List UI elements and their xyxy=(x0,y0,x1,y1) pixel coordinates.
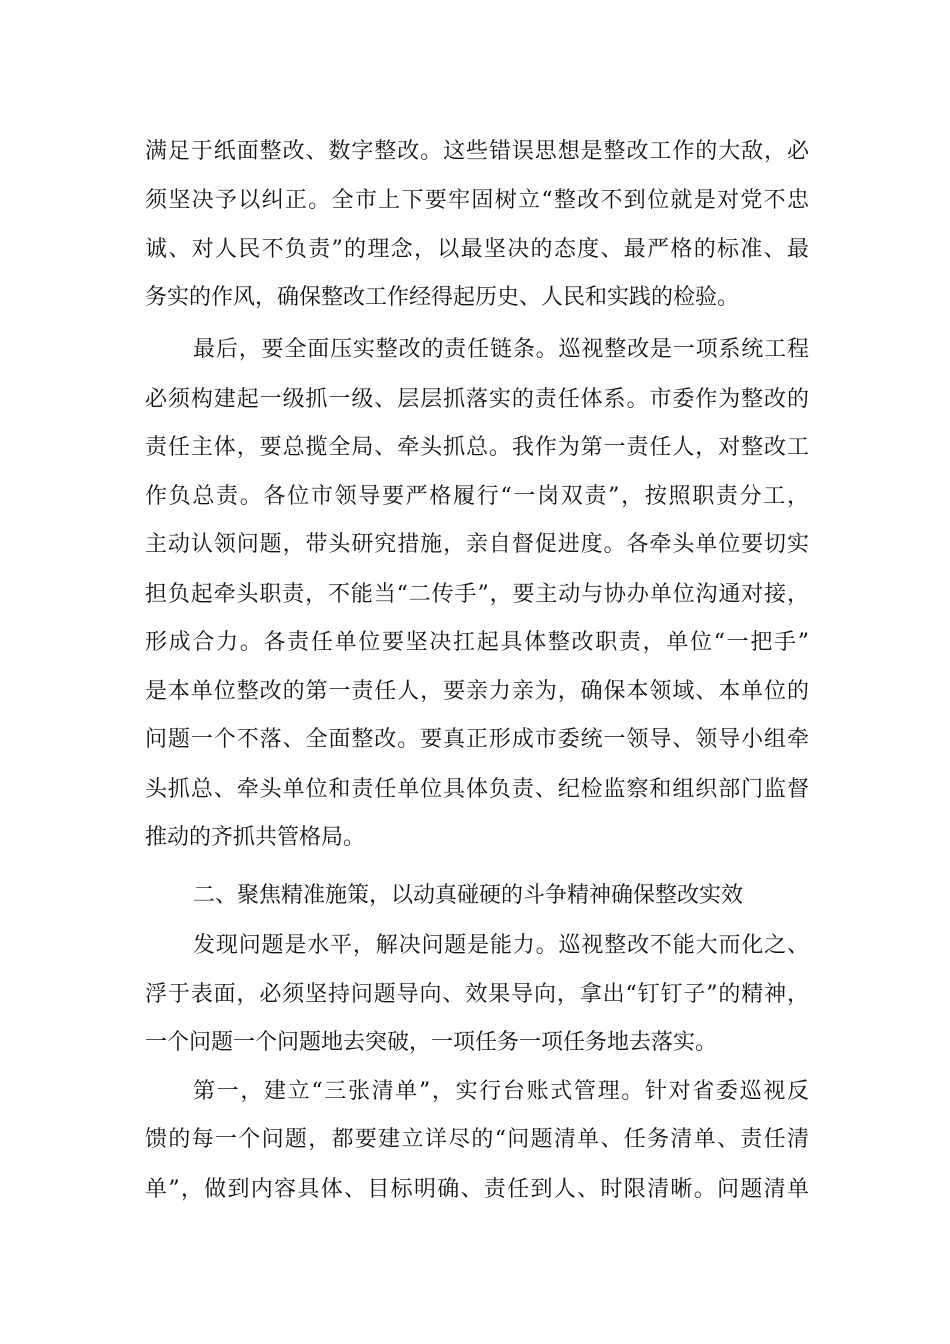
text-line: 问题一个不落、全面整改。要真正形成市委统一领导、领导小组牵 xyxy=(145,727,809,752)
text-line: 作负总责。各位市领导要严格履行“一岗双责”，按照职责分工， xyxy=(145,484,809,509)
text-line: 浮于表面，必须坚持问题导向、效果导向，拿出“钉钉子”的精神， xyxy=(145,982,809,1007)
paragraph-first-line: 二、聚焦精准施策，以动真碰硬的斗争精神确保整改实效 xyxy=(193,883,744,908)
text-line: 必须构建起一级抓一级、层层抓落实的责任体系。市委作为整改的 xyxy=(145,387,809,412)
text-line: 须坚决予以纠正。全市上下要牢固树立“整改不到位就是对党不忠 xyxy=(145,188,809,213)
text-line: 满足于纸面整改、数字整改。这些错误思想是整改工作的大敌，必 xyxy=(145,139,809,164)
text-line: 推动的齐抓共管格局。 xyxy=(145,825,366,850)
text-line: 务实的作风，确保整改工作经得起历史、人民和实践的检验。 xyxy=(145,285,740,310)
text-line: 单”，做到内容具体、目标明确、责任到人、时限清晰。问题清单 xyxy=(145,1177,809,1202)
text-line: 主动认领问题，带头研究措施，亲自督促进度。各牵头单位要切实 xyxy=(145,532,809,557)
paragraph-first-line: 最后，要全面压实整改的责任链条。巡视整改是一项系统工程 xyxy=(193,337,809,362)
text-line: 是本单位整改的第一责任人，要亲力亲为，确保本领域、本单位的 xyxy=(145,679,809,704)
paragraph-first-line: 第一，建立“三张清单”，实行台账式管理。针对省委巡视反 xyxy=(193,1079,809,1104)
text-line: 责任主体，要总揽全局、牵头抓总。我作为第一责任人，对整改工 xyxy=(145,435,809,460)
text-line: 诚、对人民不负责”的理念，以最坚决的态度、最严格的标准、最 xyxy=(145,237,809,262)
text-line: 形成合力。各责任单位要坚决扛起具体整改职责，单位“一把手” xyxy=(145,630,809,655)
text-line: 一个问题一个问题地去突破，一项任务一项任务地去落实。 xyxy=(145,1030,718,1055)
text-line: 馈的每一个问题，都要建立详尽的“问题清单、任务清单、责任清 xyxy=(145,1127,809,1152)
text-line: 担负起牵头职责，不能当“二传手”，要主动与协办单位沟通对接， xyxy=(145,582,809,607)
text-line: 头抓总、牵头单位和责任单位具体负责、纪检监察和组织部门监督 xyxy=(145,777,809,802)
paragraph-first-line: 发现问题是水平，解决问题是能力。巡视整改不能大而化之、 xyxy=(193,933,809,958)
